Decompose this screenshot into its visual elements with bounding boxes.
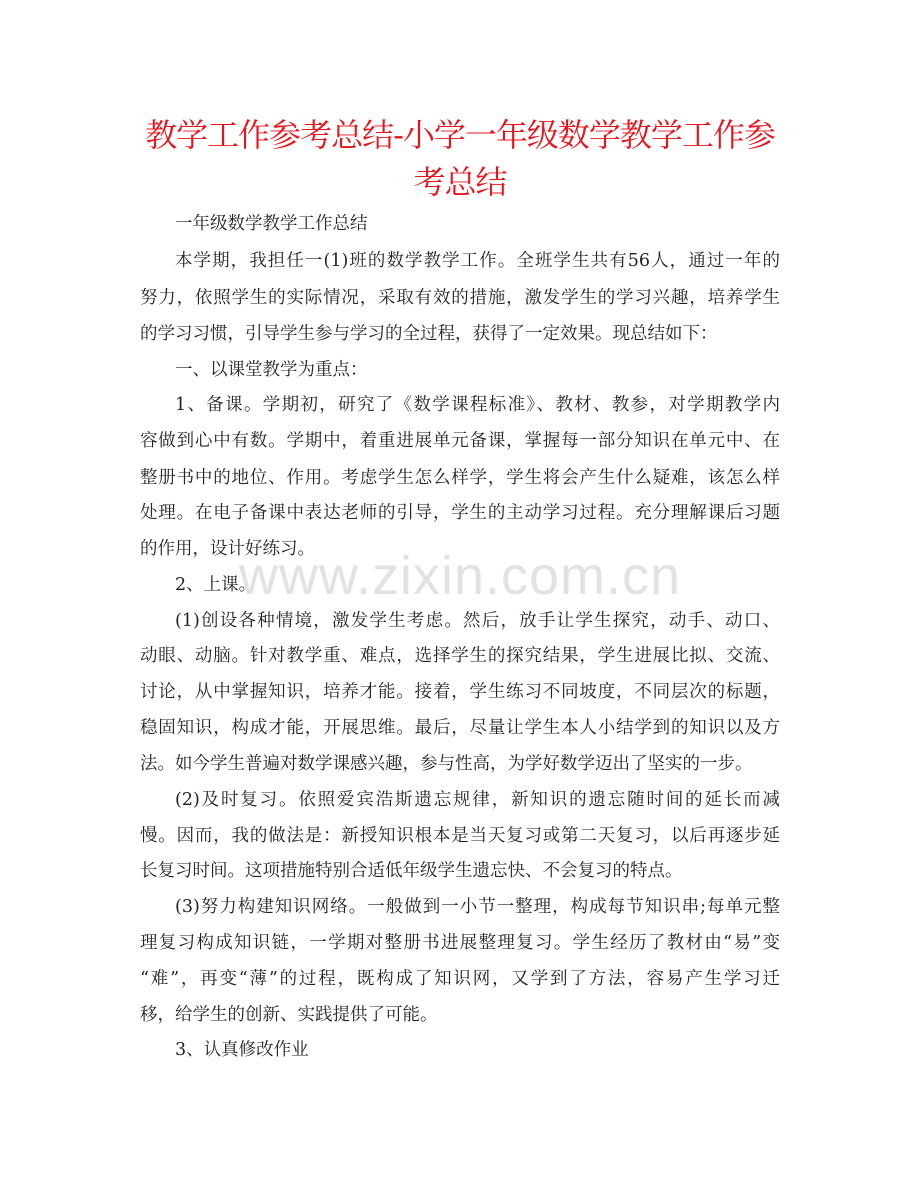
paragraph-line: 长复习时间。这项措施特别合适低年级学生遗忘快、不会复习的特点。 <box>140 861 683 881</box>
paragraph-line: 的学习习惯，引导学生参与学习的全过程，获得了一定效果。现总结如下： <box>140 324 718 344</box>
paragraph-line: (3)努力构建知识网络。一般做到一小节一整理，构成每节知识串;每单元整 <box>175 897 780 917</box>
paragraph-line: 移，给学生的创新、实践提供了可能。 <box>140 1005 438 1025</box>
paragraph-line: 理复习构成知识链，一学期对整册书进展整理复习。学生经历了教材由“易”变 <box>140 933 780 953</box>
paragraph-line: 法。如今学生普遍对数学课感兴趣，参与性高，为学好数学迈出了坚实的一步。 <box>140 754 753 774</box>
paragraph-line: 1、备课。学期初，研究了《数学课程标准》、教材、教参，对学期教学内 <box>175 395 780 415</box>
section-heading: 3、认真修改作业 <box>175 1040 309 1060</box>
paragraph-line: 稳固知识，构成才能，开展思维。最后，尽量让学生本人小结学到的知识以及方 <box>140 718 780 738</box>
document-title-line-2: 考总结 <box>413 163 507 201</box>
paragraph-line: (2)及时复习。依照爱宾浩斯遗忘规律，新知识的遗忘随时间的延长而减 <box>175 790 780 810</box>
paragraph-line: “难”，再变“薄”的过程，既构成了知识网，又学到了方法，容易产生学习迁 <box>140 969 780 989</box>
section-heading: 一、以课堂教学为重点： <box>175 360 368 380</box>
paragraph-line: 动眼、动脑。针对教学重、难点，选择学生的探究结果，学生进展比拟、交流、 <box>140 646 780 666</box>
paragraph-line: 容做到心中有数。学期中，着重进展单元备课，掌握每一部分知识在单元中、在 <box>140 431 780 451</box>
paragraph-line: (1)创设各种情境，激发学生考虑。然后，放手让学生探究，动手、动口、 <box>175 611 780 631</box>
paragraph-line: 慢。因而，我的做法是：新授知识根本是当天复习或第二天复习，以后再逐步延 <box>140 826 780 846</box>
section-heading: 2、上课。 <box>175 575 257 595</box>
paragraph-line: 整册书中的地位、作用。考虑学生怎么样学，学生将会产生什么疑难，该怎么样 <box>140 468 780 488</box>
section-heading: 一年级数学教学工作总结 <box>175 214 368 234</box>
paragraph-line: 努力，依照学生的实际情况，采取有效的措施，激发学生的学习兴趣，培养学生 <box>140 288 780 308</box>
paragraph-line: 的作用，设计好练习。 <box>140 539 315 559</box>
paragraph-line: 处理。在电子备课中表达老师的引导，学生的主动学习过程。充分理解课后习题 <box>140 503 780 523</box>
watermark: www.zixin.com.cn <box>238 546 682 606</box>
paragraph-line: 讨论，从中掌握知识，培养才能。接着，学生练习不同坡度，不同层次的标题， <box>140 682 780 702</box>
document-title-line-1: 教学工作参考总结-小学一年级数学教学工作参 <box>145 116 775 154</box>
paragraph-line: 本学期，我担任一(1)班的数学教学工作。全班学生共有56人，通过一年的 <box>175 251 780 271</box>
